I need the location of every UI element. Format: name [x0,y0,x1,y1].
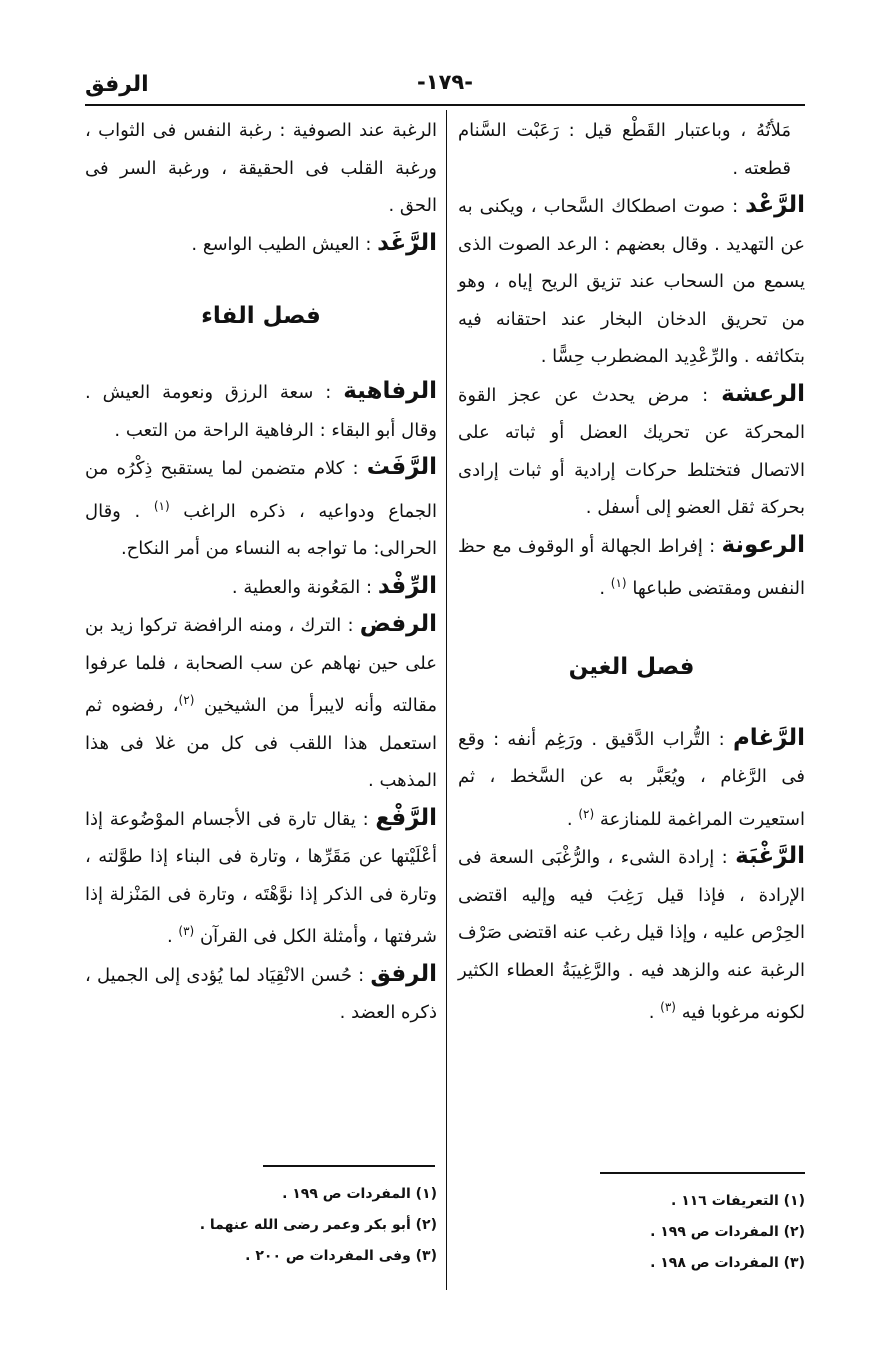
entry-text-end: . [599,578,611,599]
entry-continuation [458,112,791,187]
left-column [85,112,437,1032]
page-number: -١٧٩- [417,70,473,94]
footnote-ref: (١) [610,576,627,590]
entry-text-end: ، رفضوه ثم استعمل هذا اللقب فى كل من غلا فى هذا المذهب . [85,695,437,791]
footnote: (٣) وفى المفردات ص ٢٠٠ . [245,1248,437,1264]
entry-term: الرَّفْع [375,804,437,831]
entry-term: الرَّعْد [745,192,805,218]
footnote: (١) التعريفات ١١٦ . [671,1193,805,1209]
entry-term: الرَّفَث [366,454,437,480]
footnote-ref: (٣) [178,924,195,938]
right-column [458,112,805,1032]
entry-raghba [458,838,805,1032]
running-head: الرفق [85,72,149,97]
entry-text: : صوت اصطكاك السَّحاب ، ويكنى به عن التهديد . وقال بعضهم : الرعد الصوت الذى يسمع من السحاب عند تزيق الريح إياه ، وهو من تحريق الدخان البخار عند احتقانه فيه بتكاثفه . والرِّعْدِيد المضطرب حِسًّا . [458,196,805,367]
entry-text: : الترك ، ومنه الرافضة تركوا زيد بن على حين نهاهم عن سب الصحابة ، فلما عرفوا مقالته وأنه لايبرأ من الشيخين [85,615,437,716]
entry-term: الرعونة [721,531,805,558]
section-title: فصل الغين [568,653,695,680]
entry-continuation [85,112,437,225]
column-divider [446,110,447,1290]
entry-rad [458,187,805,376]
entry-text-end: . [166,926,179,947]
entry-rafahiya [85,373,437,449]
entry-text: : التُّراب الدَّقيق . ورَغِم أنفه : وقع فى الرَّغام ، ويُعَبَّر به عن السَّخط ، ثم استعيرت المراغمة للمنازعة [458,728,805,830]
entry-ruuna [458,527,805,608]
header-rule [85,104,805,106]
entry-text: الرغبة عند الصوفية : رغبة النفس فى الثواب ، ورغبة القلب فى الحقيقة ، ورغبة السر فى الحق . [85,120,437,216]
footnote: (٣) المفردات ص ١٩٨ . [650,1255,805,1271]
entry-text-end: . [648,1002,661,1023]
entry-term: الرعشة [721,380,805,407]
entry-term: الرفق [370,960,437,987]
entry-term: الرَّغْبَة [735,843,805,869]
entry-term: الرفض [359,611,437,637]
entry-rifq [85,956,437,1032]
footnote-ref: (٣) [660,1000,676,1014]
footnote-rule [600,1172,805,1174]
entry-text: : إفراط الجهالة أو الوقوف مع حظ النفس ومقتضى طباعها [458,535,805,599]
entry-text: مَلأتُهُ ، وباعتبار القَطْع قيل : رَعَبْت السَّنام قطعته . [458,120,791,179]
entry-raasha [458,376,805,527]
footnote: (٢) أبو بكر وعمر رضى الله عنهما . [199,1217,437,1233]
entry-raghad [85,225,437,264]
entry-term: الرفاهية [343,378,437,404]
page-header [85,60,805,102]
footnote: (١) المفردات ص ١٩٩ . [282,1186,437,1202]
entry-text: : سعة الرزق ونعومة العيش . وقال أبو البقاء : الرفاهية الراحة من التعب . [85,382,437,441]
entry-text: : إرادة الشىء ، والرُّغْبَى السعة فى الإرادة ، فإذا قيل رَغِبَ فيه وإليه اقتضى الحِرْص عليه ، وإذا قيل رغب عنه اقتضى صَرْف الرغبة عنه والزهد فيه . والرَّغِيبَةُ العطاء الكثير لكونه مرغوبا فيه [458,847,805,1023]
entry-rugham [458,720,805,839]
entry-text: : يقال تارة فى الأجسام الموْضُوعة إذا أعْلَيْتها عن مَقَرِّها ، وتارة فى البناء إذا طوَّلته ، وتارة فى الذكر إذا نوَّهْتَه ، وتارة فى المَنْزلة إذا شرفتها ، وأمثلة الكل فى القرآن [85,808,437,947]
footnote-ref: (١) [153,498,170,513]
entry-term: الرَّغام [732,724,805,751]
section-title: فصل الفاء [201,303,321,329]
footnote-rule [263,1165,435,1167]
entry-text-end: . وقال الحرالى: ما تواجه به النساء من أمر النكاح. [85,500,437,559]
footnotes-left [85,1165,437,1272]
entry-term: الرِّفْد [377,572,437,599]
footnote-ref: (٢) [178,693,195,707]
entry-text: : مرض يحدث عن عجز القوة المحركة عن تحريك العضل أو ثباته على الاتصال فتختلط حركات إرادية أو ثبات إرادى بحركة ثقل العضو إلى أسفل . [458,384,805,518]
footnotes-right [458,1172,805,1279]
entry-text: : المَعُونة والعطية . [231,576,378,598]
entry-text: : حُسن الانْقِيَاد لما يُؤدى إلى الجميل ، ذكره العضد . [85,964,437,1023]
footnote: (٢) المفردات ص ١٩٩ . [650,1224,805,1240]
entry-rifd [85,568,437,607]
footnote-ref: (٢) [578,806,595,821]
entry-raf [85,800,437,956]
entry-text-end: . [566,808,579,830]
entry-term: الرَّغَد [377,229,437,256]
entry-rafath [85,449,437,568]
entry-text: : كلام متضمن لما يستقبح ذِكْرُه من الجماع ودواعيه ، ذكره الراغب [85,458,437,522]
entry-text: : العيش الطيب الواسع . [191,233,378,255]
entry-rafd [85,606,437,800]
